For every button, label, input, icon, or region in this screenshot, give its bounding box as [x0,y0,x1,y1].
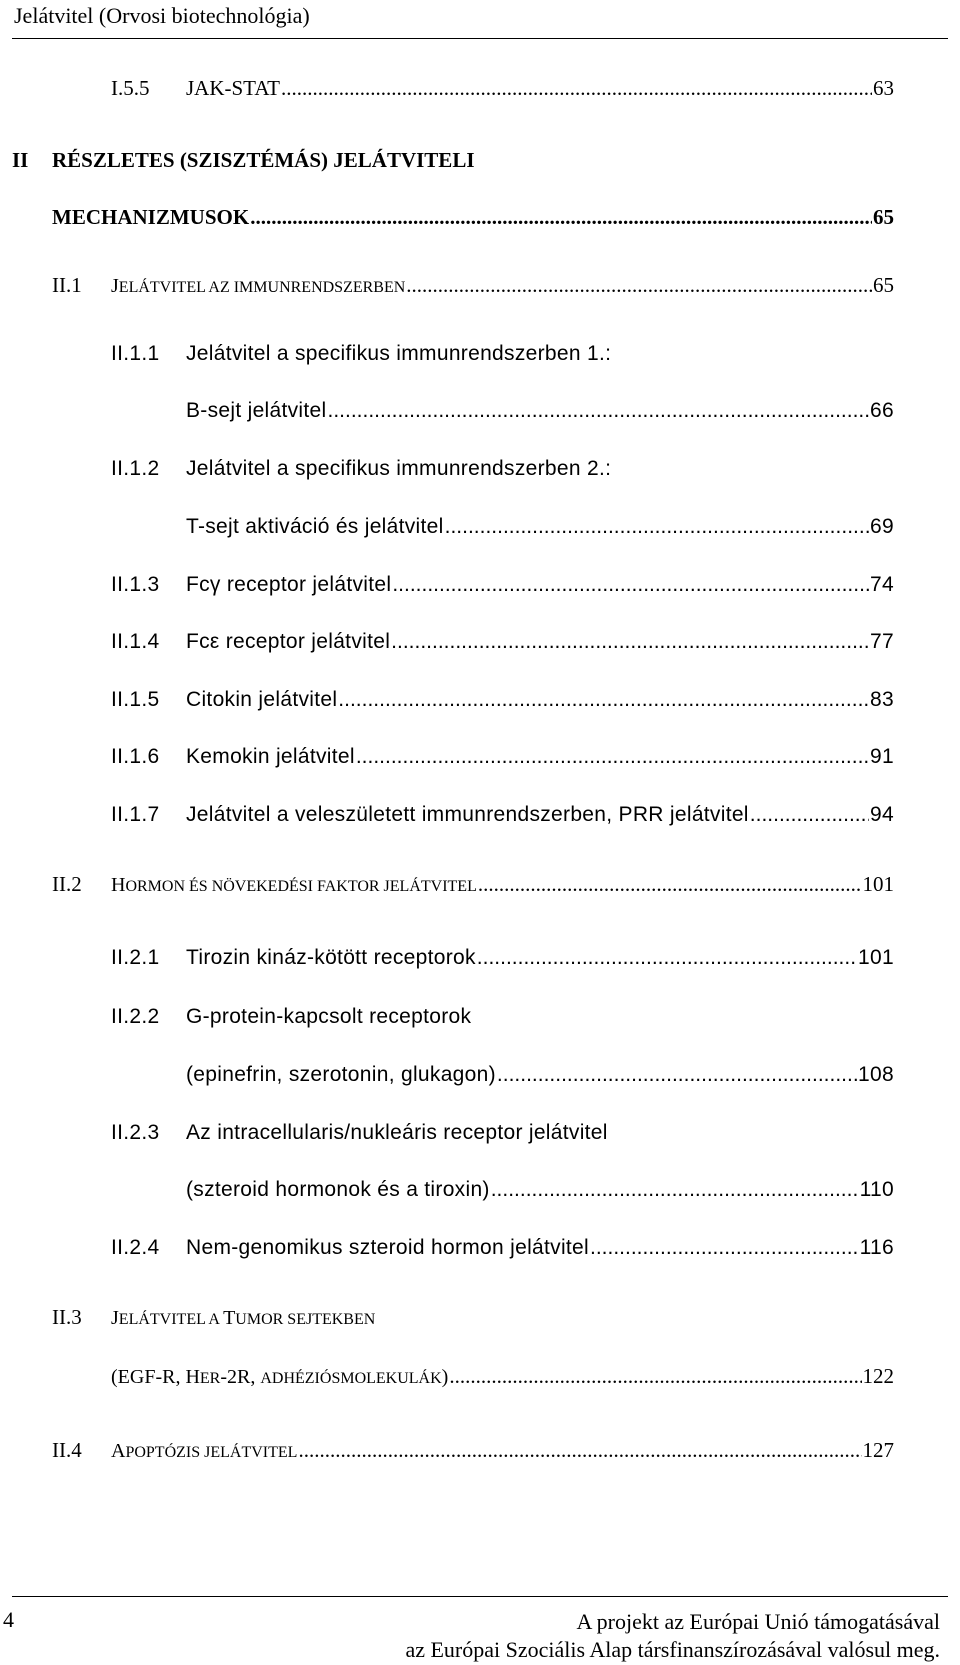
footer-funding-line1: A projekt az Európai Unió támogatásával [576,1609,940,1634]
toc-page: 63 [873,76,894,100]
toc-number: II.1.6 [111,745,160,768]
toc-number: II.4 [52,1438,82,1462]
toc-title: Fcε receptor jelátvitel [186,630,391,653]
toc-number: II.1.4 [111,630,160,653]
toc-page: 66 [870,399,894,422]
toc-page: 101 [858,946,894,969]
toc-page: 91 [870,745,894,768]
toc-page: 69 [870,515,894,538]
page-header [12,0,948,39]
dot-leader [391,628,869,656]
toc-title: APOPTÓZIS JELÁTVITEL [111,1440,298,1462]
dot-leader [327,397,869,425]
dot-leader [750,801,869,829]
dot-leader [338,686,869,714]
toc-title: Kemokin jelátvitel [186,745,355,768]
footer-page-number: 4 [3,1607,14,1632]
toc-number: II.1 [52,273,82,297]
dot-leader [392,571,869,599]
toc-title: Citokin jelátvitel [186,688,338,711]
dot-leader [445,513,869,541]
toc-number: II.1.2 [111,457,160,480]
toc-title-line2: MECHANIZMUSOK [52,205,250,229]
dot-leader [590,1234,859,1262]
toc-number: I.5.5 [111,76,150,100]
toc-page: 127 [862,1438,894,1462]
toc-page: 108 [858,1063,894,1086]
toc-title: Jelátvitel a veleszületett immunrendszerben, PRR jelátvitel [186,803,749,826]
toc-title-line1: Jelátvitel a specifikus immunrendszerben 2.: [186,457,612,480]
footer-divider [12,1596,948,1597]
toc-title-line1: JELÁTVITEL A TUMOR SEJTEKBEN [111,1307,376,1329]
toc-number: II.2.3 [111,1121,160,1144]
toc-title: Fcγ receptor jelátvitel [186,573,392,596]
toc-title: JAK-STAT [186,76,280,100]
dot-leader [497,1061,857,1089]
toc-title-line2: (epinefrin, szerotonin, glukagon) [186,1063,496,1086]
toc-page: 74 [870,573,894,596]
dot-leader [356,743,869,771]
toc-title: Nem-genomikus szteroid hormon jelátvitel [186,1236,589,1259]
toc-page: 83 [870,688,894,711]
toc-number: II.2.4 [111,1236,160,1259]
header-title: Jelátvitel (Orvosi biotechnológia) [14,3,310,28]
toc-title-line2: (szteroid hormonok és a tiroxin) [186,1178,490,1201]
dot-leader [491,1176,859,1204]
toc-title-line1: G-protein-kapcsolt receptorok [186,1005,472,1028]
toc-page: 77 [870,630,894,653]
toc-page: 110 [859,1178,894,1201]
toc-title-line1: RÉSZLETES (SZISZTÉMÁS) JELÁTVITELI [52,148,475,172]
toc-page: 101 [862,872,894,896]
toc-number: II.3 [52,1305,82,1329]
toc-title: JELÁTVITEL AZ IMMUNRENDSZERBEN [111,275,406,297]
toc-number: II.1.5 [111,688,160,711]
toc-number: II.2.2 [111,1005,160,1028]
toc-page: 65 [873,273,894,297]
footer-funding-line2: az Európai Szociális Alap társfinanszírozásával valósul meg. [405,1637,940,1662]
dot-leader [298,1436,861,1464]
dot-leader [478,870,862,898]
dot-leader [250,203,872,231]
toc-title-line2: T-sejt aktiváció és jelátvitel [186,515,444,538]
toc-number: II.1.7 [111,803,160,826]
toc-page: 94 [870,803,894,826]
toc-title: Tirozin kináz-kötött receptorok [186,946,476,969]
toc-title: HORMON ÉS NÖVEKEDÉSI FAKTOR JELÁTVITEL [111,874,477,896]
toc-number: II.1.1 [111,342,160,365]
toc-page: 65 [873,205,894,229]
toc-title-line1: Az intracellularis/nukleáris receptor jelátvitel [186,1121,608,1144]
dot-leader [281,74,872,102]
toc-number: II [12,148,29,172]
dot-leader [477,944,857,972]
toc-page: 122 [862,1364,894,1388]
toc-number: II.2.1 [111,946,160,969]
toc-title-line1: Jelátvitel a specifikus immunrendszerben 1.: [186,342,612,365]
toc-page: 116 [859,1236,894,1259]
toc-title-line2: B-sejt jelátvitel [186,399,327,422]
dot-leader [406,271,872,299]
toc-number: II.2 [52,872,82,896]
dot-leader [449,1362,861,1390]
toc-number: II.1.3 [111,573,160,596]
toc-title-line2: (EGF-R, HER-2R, ADHÉZIÓSMOLEKULÁK) [111,1366,449,1388]
